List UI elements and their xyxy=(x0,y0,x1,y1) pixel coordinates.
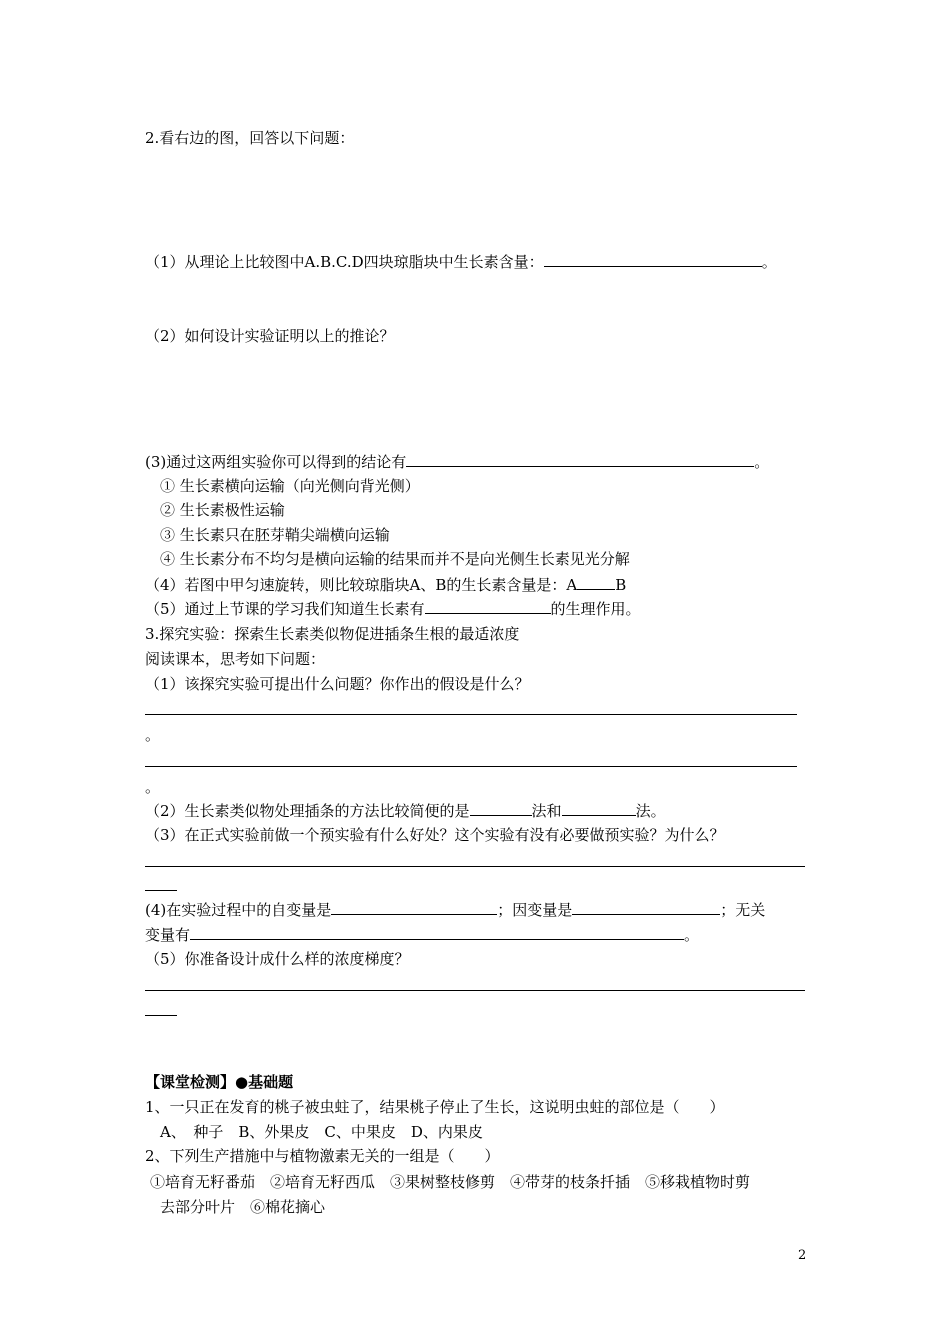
q3-part1: （1）该探究实验可提出什么问题？你作出的假设是什么？ xyxy=(145,675,530,693)
check-heading: 【课堂检测】●基础题 xyxy=(145,1073,294,1091)
answer-blank[interactable] xyxy=(406,452,754,467)
answer-blank[interactable] xyxy=(190,925,684,940)
period: 。 xyxy=(145,726,161,744)
q2-part4-text: （4）若图中甲匀速旋转，则比较琼脂块A、B的生长素含量是：A xyxy=(145,576,578,594)
q2-part3 xyxy=(145,452,769,472)
q3-part2-and: 法和 xyxy=(531,802,562,820)
q2-part1-text: （1）从理论上比较图中A.B.C.D四块琼脂块中生长素含量： xyxy=(145,253,544,271)
answer-line[interactable] xyxy=(145,990,805,991)
answer-blank[interactable] xyxy=(577,575,615,590)
check-q2-options-line1: ①培育无籽番茄 ②培育无籽西瓜 ③果树整枝修剪 ④带芽的枝条扦插 ⑤移栽植物时剪 xyxy=(150,1173,751,1191)
q3-part2 xyxy=(145,801,666,821)
q3-part5: （5）你准备设计成什么样的浓度梯度？ xyxy=(145,950,410,968)
q3-intro: 阅读课本，思考如下问题： xyxy=(145,650,326,668)
check-q1-options: A、 种子 B、外果皮 C、中果皮 D、内果皮 xyxy=(160,1123,483,1141)
q2-part2: （2）如何设计实验证明以上的推论？ xyxy=(145,327,395,345)
check-q2: 2、下列生产措施中与植物激素无关的一组是（ ） xyxy=(145,1147,500,1165)
q3-part2-end: 法。 xyxy=(635,802,666,820)
q2-part1 xyxy=(145,252,777,272)
q3-part4-cont xyxy=(145,925,699,945)
answer-blank[interactable] xyxy=(544,252,762,267)
answer-blank[interactable] xyxy=(425,599,551,614)
q3-part4-dep: ；因变量是 xyxy=(497,901,573,919)
answer-blank[interactable] xyxy=(470,801,532,816)
q2-option-4: ④ 生长素分布不均匀是横向运输的结果而并不是向光侧生长素见光分解 xyxy=(160,550,630,568)
q2-part4-end: B xyxy=(615,576,627,594)
check-q2-options-line2: 去部分叶片 ⑥棉花摘心 xyxy=(160,1198,326,1216)
q2-part5-text: （5）通过上节课的学习我们知道生长素有 xyxy=(145,600,425,618)
q3-title: 3.探究实验：探索生长素类似物促进插条生根的最适浓度 xyxy=(145,625,520,643)
q3-part4-cont-end: 。 xyxy=(684,926,700,944)
q2-part3-text: (3)通过这两组实验你可以得到的结论有 xyxy=(145,453,407,471)
q3-part4-irrelevant: ；无关 xyxy=(720,901,766,919)
page-number: 2 xyxy=(798,1248,807,1263)
q2-option-3: ③ 生长素只在胚芽鞘尖端横向运输 xyxy=(160,526,390,544)
q2-part4 xyxy=(145,575,626,595)
q2-part5 xyxy=(145,599,641,619)
q2-option-1: ① 生长素横向运输（向光侧向背光侧） xyxy=(160,477,420,495)
q3-part4-cont-text: 变量有 xyxy=(145,926,191,944)
answer-blank[interactable] xyxy=(562,801,636,816)
answer-line[interactable] xyxy=(145,866,805,867)
answer-line[interactable] xyxy=(145,714,797,715)
q3-part4-text: (4)在实验过程中的自变量是 xyxy=(145,901,332,919)
q3-part2-text: （2）生长素类似物处理插条的方法比较简便的是 xyxy=(145,802,470,820)
q2-title: 2.看右边的图，回答以下问题： xyxy=(145,129,355,147)
answer-blank[interactable] xyxy=(572,900,720,915)
q2-option-2: ② 生长素极性运输 xyxy=(160,501,285,519)
q3-part4 xyxy=(145,900,765,920)
q3-part3: （3）在正式实验前做一个预实验有什么好处？这个实验有没有必要做预实验？为什么？ xyxy=(145,826,725,844)
answer-line[interactable] xyxy=(145,1015,177,1016)
check-q1: 1、一只正在发育的桃子被虫蛀了，结果桃子停止了生长，这说明虫蛀的部位是（ ） xyxy=(145,1098,725,1116)
answer-line[interactable] xyxy=(145,766,797,767)
period: 。 xyxy=(145,778,161,796)
q2-part1-end: 。 xyxy=(761,253,777,271)
answer-blank[interactable] xyxy=(331,900,497,915)
q2-part5-end: 的生理作用。 xyxy=(550,600,641,618)
q2-part3-end: 。 xyxy=(754,453,770,471)
answer-line[interactable] xyxy=(145,890,177,891)
